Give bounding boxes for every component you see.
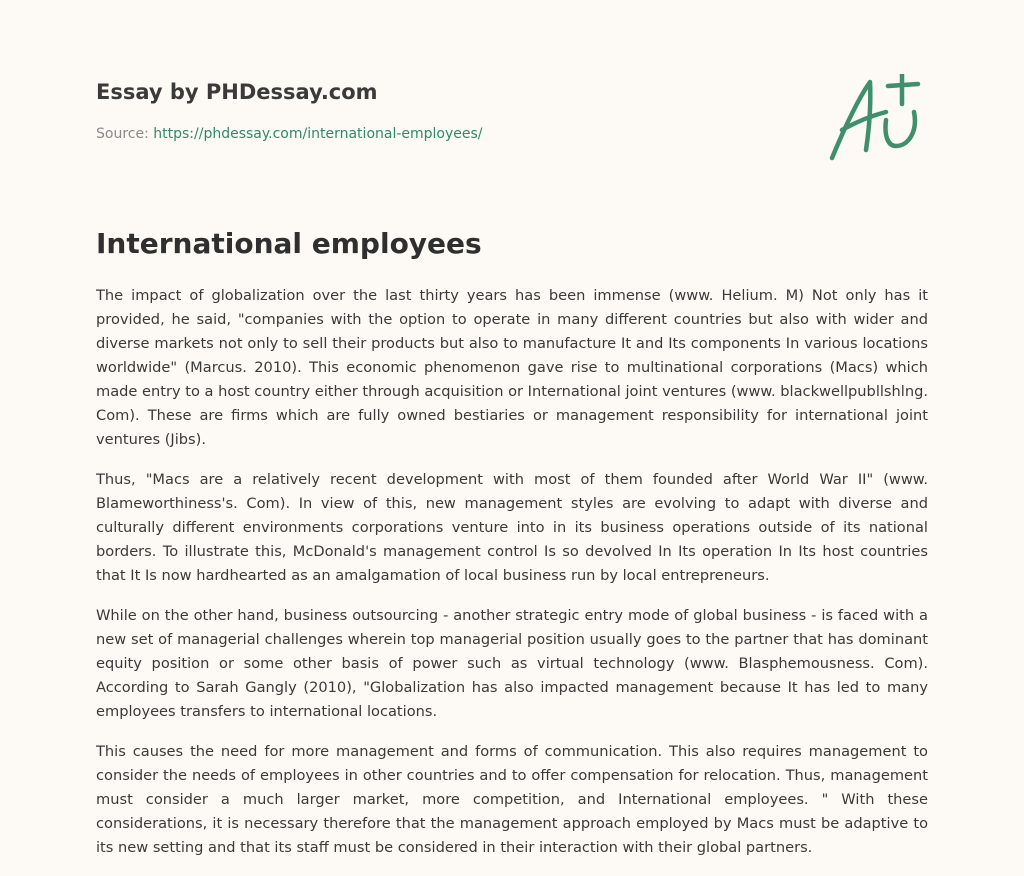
essay-paragraph: Thus, "Macs are a relatively recent development with most of them founded after World War II" (www. Blameworthiness's. Com). In view of this, new management styles are evolving to adapt with diverse and culturally different environments corporations venture into in its business operations outside of its national borders. To illustrate this, McDonald's management control Is so devolved In Its operation In Its host countries that It Is now hardhearted as an amalgamation of local business run by local entrepreneurs. (96, 471, 928, 584)
essay-paragraph: While on the other hand, business outsourcing - another strategic entry mode of global business - is faced with a new set of managerial challenges wherein top managerial position usually goes to the partner that has dominant equity position or some other basis of power such as virtual technology (www. Blasphemousness. Com). According to Sarah Gangly (2010), "Globalization has also impacted management because It has led to many employees transfers to international locations. (96, 607, 928, 720)
source-link[interactable]: https://phdessay.com/international-employees/ (153, 126, 483, 142)
essay-paragraph: This causes the need for more management and forms of communication. This also requires management to consider the needs of employees in other countries and to offer compensation for relocation. Thus, management must consider a much larger market, more competition, and International employees. " With these considerations, it is necessary therefore that the management approach employed by Macs must be adaptive to its new setting and that its staff must be considered in their interaction with their global partners. (96, 743, 928, 856)
a-plus-logo-icon (826, 74, 928, 164)
essay-paragraph: The impact of globalization over the last thirty years has been immense (www. Helium. M) Not only has it provided, he said, "companies with the option to operate in many different countries but also with wider and diverse markets not only to sell their products but also to manufacture It and Its components In various locations worldwide" (Marcus. 2010). This economic phenomenon gave rise to multinational corporations (Macs) which made entry to a host country either through acquisition or International joint ventures (www. blackwellpubllshlng. Com). These are firms which are fully owned bestiaries or management responsibility for international joint ventures (Jibs). (96, 287, 928, 448)
essay-body (96, 284, 928, 876)
site-title: Essay by PHDessay.com (96, 80, 378, 104)
essay-page (96, 0, 928, 876)
source-label: Source: (96, 126, 154, 142)
page-header (96, 74, 928, 174)
source-line (96, 124, 483, 144)
essay-title: International employees (96, 227, 482, 260)
